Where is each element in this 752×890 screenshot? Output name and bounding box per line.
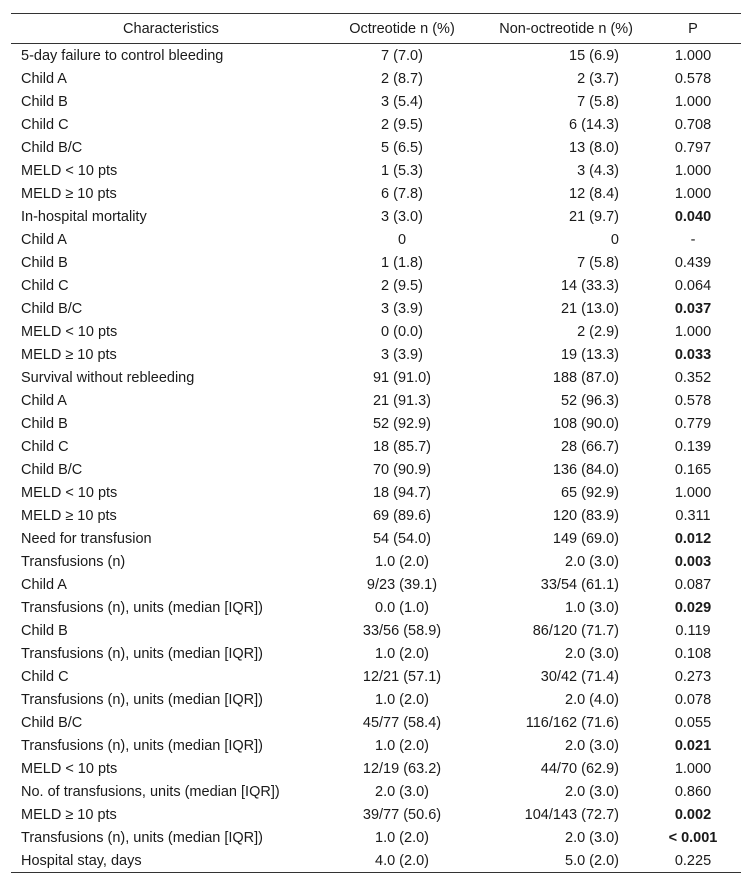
non-octreotide-value: 108 (90.0) — [552, 415, 619, 432]
table-row — [11, 550, 741, 573]
table-row — [11, 642, 741, 665]
header-characteristics: Characteristics — [11, 14, 331, 44]
table-row — [11, 251, 741, 274]
p-value: 0.087 — [674, 576, 712, 593]
p-value: 0.225 — [645, 849, 741, 873]
octreotide-value: 54 (54.0) — [372, 530, 432, 547]
table-row — [11, 159, 741, 182]
row-label: Child A — [21, 70, 67, 87]
row-label: Child B — [21, 415, 68, 432]
table-row — [11, 274, 741, 297]
octreotide-value: 70 (90.9) — [372, 461, 432, 478]
row-label: MELD < 10 pts — [21, 760, 118, 777]
row-label: Transfusions (n), units (median [IQR]) — [21, 737, 264, 754]
p-value: 0.578 — [674, 392, 712, 409]
row-label: MELD ≥ 10 pts — [21, 507, 117, 524]
row-label: MELD ≥ 10 pts — [21, 346, 117, 363]
non-octreotide-value: 86/120 (71.7) — [532, 622, 619, 639]
octreotide-value: 9/23 (39.1) — [366, 576, 438, 593]
non-octreotide-value: 2.0 (3.0) — [565, 645, 619, 662]
p-value: 1.000 — [674, 185, 712, 202]
p-value: 0.029 — [674, 599, 712, 616]
octreotide-value: 0 (0.0) — [381, 323, 423, 340]
octreotide-value: 2 (9.5) — [381, 277, 423, 294]
non-octreotide-value: 6 (14.3) — [569, 116, 619, 133]
octreotide-value: 0 — [397, 231, 407, 248]
octreotide-value: 1.0 (2.0) — [375, 553, 429, 570]
table-row — [11, 435, 741, 458]
octreotide-value: 3 (3.9) — [381, 300, 423, 317]
octreotide-value: 12/21 (57.1) — [362, 668, 442, 685]
octreotide-value: 52 (92.9) — [372, 415, 432, 432]
table-row — [11, 803, 741, 826]
octreotide-value: 12/19 (63.2) — [362, 760, 442, 777]
row-label: Child C — [21, 438, 69, 455]
non-octreotide-value: 188 (87.0) — [552, 369, 619, 386]
row-label: Child C — [21, 668, 69, 685]
p-value: 0.078 — [674, 691, 712, 708]
p-value: 0.055 — [674, 714, 712, 731]
p-value: 0.165 — [674, 461, 712, 478]
row-label: Transfusions (n), units (median [IQR]) — [21, 599, 264, 616]
octreotide-value: 18 (94.7) — [372, 484, 432, 501]
non-octreotide-value: 7 (5.8) — [577, 254, 619, 271]
row-label: In-hospital mortality — [21, 208, 147, 225]
table-row — [11, 619, 741, 642]
octreotide-value: 45/77 (58.4) — [362, 714, 442, 731]
non-octreotide-value: 52 (96.3) — [560, 392, 619, 409]
p-value: 1.000 — [674, 47, 712, 64]
p-value: 1.000 — [674, 162, 712, 179]
table-body — [11, 44, 741, 873]
octreotide-value: 3 (5.4) — [381, 93, 423, 110]
results-table — [11, 13, 741, 873]
octreotide-value: 2 (8.7) — [381, 70, 423, 87]
p-value: 0.108 — [674, 645, 712, 662]
non-octreotide-value: 1.0 (3.0) — [565, 599, 619, 616]
non-octreotide-value: 2.0 (3.0) — [565, 783, 619, 800]
non-octreotide-value: 12 (8.4) — [569, 185, 619, 202]
non-octreotide-value: 104/143 (72.7) — [524, 806, 619, 823]
p-value: 0.797 — [674, 139, 712, 156]
p-value: 1.000 — [674, 760, 712, 777]
non-octreotide-value: 120 (83.9) — [552, 507, 619, 524]
p-value: 0.708 — [674, 116, 712, 133]
row-label: Child B — [21, 622, 68, 639]
non-octreotide-value: 3 (4.3) — [577, 162, 619, 179]
non-octreotide-value: 21 (9.7) — [569, 208, 619, 225]
non-octreotide-value: 116/162 (71.6) — [525, 714, 619, 731]
octreotide-value: 5 (6.5) — [381, 139, 423, 156]
p-value: 1.000 — [674, 93, 712, 110]
octreotide-value: 1 (1.8) — [381, 254, 423, 271]
row-label: Child B — [21, 93, 68, 110]
non-octreotide-value: 5.0 (2.0) — [473, 849, 645, 873]
octreotide-value: 0.0 (1.0) — [375, 599, 429, 616]
header-row — [11, 14, 741, 44]
octreotide-value: 18 (85.7) — [372, 438, 432, 455]
octreotide-value: 39/77 (50.6) — [362, 806, 442, 823]
row-label: Survival without rebleeding — [21, 369, 195, 386]
non-octreotide-value: 0 — [610, 231, 619, 248]
table-row — [11, 113, 741, 136]
non-octreotide-value: 19 (13.3) — [560, 346, 619, 363]
table-row — [11, 366, 741, 389]
row-label: MELD ≥ 10 pts — [21, 806, 117, 823]
row-label: Child A — [21, 392, 67, 409]
p-value: 0.273 — [674, 668, 712, 685]
p-value: 0.139 — [674, 438, 712, 455]
non-octreotide-value: 33/54 (61.1) — [540, 576, 619, 593]
table-row — [11, 343, 741, 366]
non-octreotide-value: 21 (13.0) — [560, 300, 619, 317]
table-row — [11, 688, 741, 711]
row-label: Child A — [21, 231, 67, 248]
non-octreotide-value: 44/70 (62.9) — [540, 760, 619, 777]
table-row — [11, 734, 741, 757]
non-octreotide-value: 15 (6.9) — [569, 47, 619, 64]
non-octreotide-value: 2 (3.7) — [577, 70, 619, 87]
row-label: No. of transfusions, units (median [IQR]) — [21, 783, 280, 800]
non-octreotide-value: 28 (66.7) — [560, 438, 619, 455]
table-row — [11, 389, 741, 412]
octreotide-value: 1.0 (2.0) — [375, 691, 429, 708]
row-label: Transfusions (n), units (median [IQR]) — [21, 645, 264, 662]
table-row — [11, 320, 741, 343]
table-row — [11, 596, 741, 619]
octreotide-value: 2 (9.5) — [381, 116, 423, 133]
table-row — [11, 849, 741, 873]
table-row — [11, 527, 741, 550]
p-value: 0.779 — [674, 415, 712, 432]
table-row — [11, 665, 741, 688]
table-row — [11, 228, 741, 251]
table-row — [11, 504, 741, 527]
p-value: 0.002 — [674, 806, 712, 823]
table-row — [11, 573, 741, 596]
row-label: Child B — [21, 254, 68, 271]
row-label: 5-day failure to control bleeding — [21, 47, 224, 64]
table-row — [11, 711, 741, 734]
octreotide-value: 2.0 (3.0) — [375, 783, 429, 800]
non-octreotide-value: 2.0 (3.0) — [565, 829, 619, 846]
row-label: Child B/C — [21, 300, 83, 317]
row-label: Child A — [21, 576, 67, 593]
table-row — [11, 182, 741, 205]
octreotide-value: 7 (7.0) — [381, 47, 423, 64]
octreotide-value: 4.0 (2.0) — [331, 849, 473, 873]
non-octreotide-value: 65 (92.9) — [560, 484, 619, 501]
non-octreotide-value: 30/42 (71.4) — [540, 668, 619, 685]
row-label: Child B/C — [21, 714, 83, 731]
table-row — [11, 481, 741, 504]
p-value: 0.040 — [674, 208, 712, 225]
row-label: MELD < 10 pts — [21, 162, 118, 179]
p-value: 1.000 — [674, 323, 712, 340]
non-octreotide-value: 7 (5.8) — [577, 93, 619, 110]
row-label: MELD < 10 pts — [21, 484, 118, 501]
row-label: Transfusions (n) — [21, 553, 126, 570]
table-row — [11, 826, 741, 849]
p-value: 0.021 — [674, 737, 712, 754]
p-value: 0.311 — [675, 507, 711, 524]
non-octreotide-value: 14 (33.3) — [560, 277, 619, 294]
p-value: 0.012 — [674, 530, 712, 547]
octreotide-value: 1.0 (2.0) — [375, 737, 429, 754]
table-row — [11, 458, 741, 481]
octreotide-value: 3 (3.9) — [381, 346, 423, 363]
table-row — [11, 412, 741, 435]
p-value: 0.439 — [674, 254, 712, 271]
table-row — [11, 757, 741, 780]
row-label: Child B/C — [21, 461, 83, 478]
results-table-container — [11, 13, 741, 873]
row-label: Child B/C — [21, 139, 83, 156]
octreotide-value: 6 (7.8) — [381, 185, 423, 202]
non-octreotide-value: 2.0 (3.0) — [565, 737, 619, 754]
p-value: 0.037 — [674, 300, 712, 317]
row-label: Child C — [21, 116, 69, 133]
table-row — [11, 67, 741, 90]
p-value: 0.119 — [675, 622, 711, 639]
row-label: Hospital stay, days — [11, 849, 331, 873]
row-label: Transfusions (n), units (median [IQR]) — [21, 829, 264, 846]
p-value: 0.003 — [674, 553, 712, 570]
p-value: < 0.001 — [668, 829, 718, 846]
p-value: 0.064 — [674, 277, 712, 294]
octreotide-value: 1.0 (2.0) — [375, 829, 429, 846]
non-octreotide-value: 149 (69.0) — [552, 530, 619, 547]
table-row — [11, 44, 741, 68]
p-value: 0.860 — [674, 783, 712, 800]
octreotide-value: 91 (91.0) — [372, 369, 432, 386]
table-row — [11, 136, 741, 159]
octreotide-value: 21 (91.3) — [372, 392, 432, 409]
non-octreotide-value: 136 (84.0) — [552, 461, 619, 478]
octreotide-value: 1.0 (2.0) — [375, 645, 429, 662]
table-row — [11, 90, 741, 113]
p-value: - — [690, 231, 696, 248]
header-non-octreotide: Non-octreotide n (%) — [473, 14, 645, 44]
table-row — [11, 780, 741, 803]
p-value: 0.033 — [674, 346, 712, 363]
p-value: 0.578 — [674, 70, 712, 87]
row-label: MELD ≥ 10 pts — [21, 185, 117, 202]
row-label: Child C — [21, 277, 69, 294]
p-value: 0.352 — [674, 369, 712, 386]
octreotide-value: 1 (5.3) — [381, 162, 423, 179]
p-value: 1.000 — [674, 484, 712, 501]
row-label: MELD < 10 pts — [21, 323, 118, 340]
table-row — [11, 297, 741, 320]
octreotide-value: 33/56 (58.9) — [362, 622, 442, 639]
row-label: Need for transfusion — [21, 530, 152, 547]
row-label: Transfusions (n), units (median [IQR]) — [21, 691, 264, 708]
non-octreotide-value: 2 (2.9) — [577, 323, 619, 340]
table-row — [11, 205, 741, 228]
header-octreotide: Octreotide n (%) — [331, 14, 473, 44]
table-header — [11, 14, 741, 44]
octreotide-value: 69 (89.6) — [372, 507, 432, 524]
non-octreotide-value: 2.0 (4.0) — [565, 691, 619, 708]
header-p-value: P — [645, 14, 741, 44]
non-octreotide-value: 13 (8.0) — [569, 139, 619, 156]
non-octreotide-value: 2.0 (3.0) — [565, 553, 619, 570]
octreotide-value: 3 (3.0) — [381, 208, 423, 225]
